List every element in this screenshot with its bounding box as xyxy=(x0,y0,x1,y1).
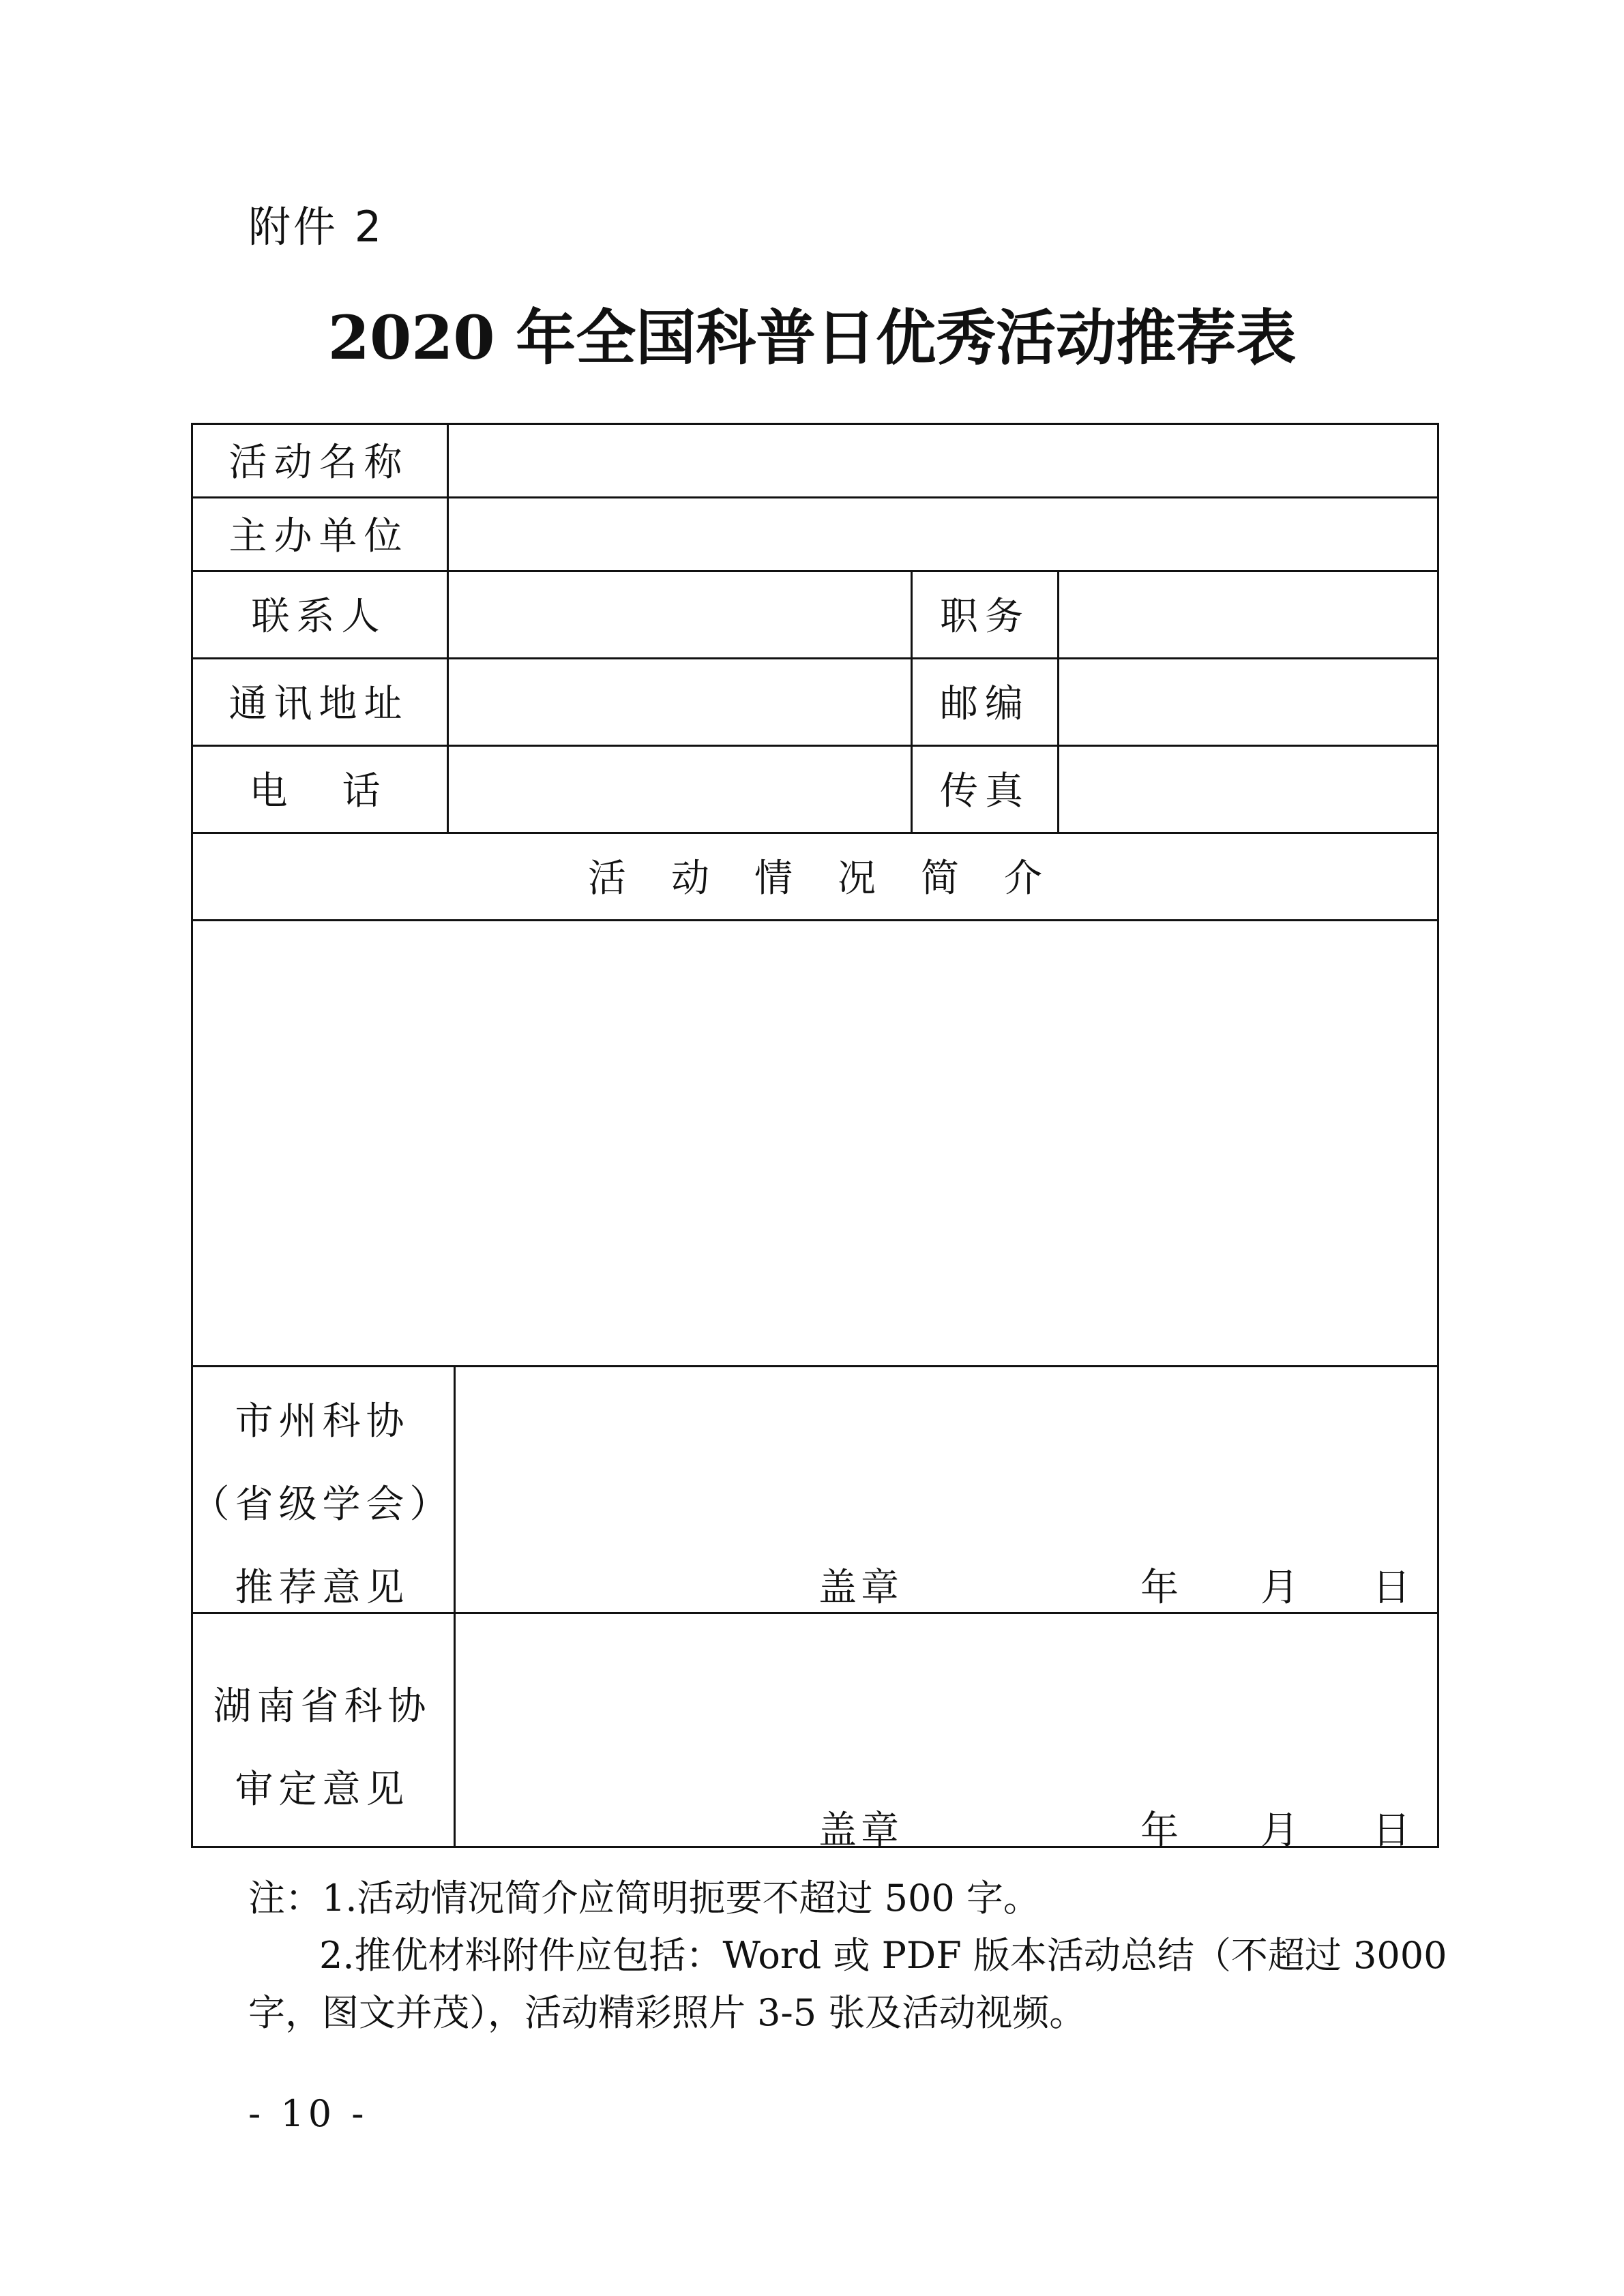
address-label: 通讯地址 xyxy=(228,682,409,726)
form-border-bottom xyxy=(191,1846,1439,1848)
province-year-label: 年 xyxy=(1140,1808,1179,1853)
province-month-label: 月 xyxy=(1260,1808,1299,1853)
summary-header: 活动情况简介 xyxy=(588,856,1087,901)
city-opinion-line2: （省级学会） xyxy=(191,1482,454,1527)
city-opinion-line3: 推荐意见 xyxy=(235,1566,410,1610)
organizer-label: 主办单位 xyxy=(228,514,409,558)
attachment-label: 附件 2 xyxy=(248,202,385,252)
summary-field[interactable] xyxy=(193,921,1437,1365)
note-line-3: 字，图文并茂），活动精彩照片 3-5 张及活动视频。 xyxy=(248,1991,1087,2034)
contact-field[interactable] xyxy=(449,570,911,657)
fax-field[interactable] xyxy=(1059,745,1437,832)
province-opinion-line1: 湖南省科协 xyxy=(213,1684,432,1729)
page-number: - 10 - xyxy=(248,2092,368,2135)
province-seal-label: 盖章 xyxy=(818,1808,903,1853)
postcode-label: 邮编 xyxy=(940,682,1030,726)
city-year-label: 年 xyxy=(1140,1566,1179,1610)
postcode-field[interactable] xyxy=(1059,657,1437,745)
province-opinion-line2: 审定意见 xyxy=(235,1768,410,1812)
city-day-label: 日 xyxy=(1372,1566,1411,1610)
city-month-label: 月 xyxy=(1260,1566,1299,1610)
recommendation-form xyxy=(191,423,1439,1853)
notes xyxy=(248,1870,1447,2042)
note-line-2: 2.推优材料附件应包括：Word 或 PDF 版本活动总结（不超过 3000 xyxy=(319,1934,1447,1977)
fax-label: 传真 xyxy=(940,769,1030,814)
city-seal-label: 盖章 xyxy=(818,1566,903,1610)
form-border-right xyxy=(1437,423,1439,1848)
phone-field[interactable] xyxy=(449,745,911,832)
address-field[interactable] xyxy=(449,657,911,745)
position-label: 职务 xyxy=(940,595,1030,639)
document-title: 2020 年全国科普日优秀活动推荐表 xyxy=(327,302,1297,373)
city-opinion-line1: 市州科协 xyxy=(235,1399,410,1444)
activity-name-field[interactable] xyxy=(449,423,1437,496)
position-field[interactable] xyxy=(1059,570,1437,657)
activity-name-label: 活动名称 xyxy=(228,441,409,485)
phone-label: 电 话 xyxy=(249,769,389,814)
contact-label: 联系人 xyxy=(251,595,387,639)
note-line-1: 注：1.活动情况简介应简明扼要不超过 500 字。 xyxy=(248,1877,1040,1920)
province-day-label: 日 xyxy=(1372,1808,1411,1853)
organizer-field[interactable] xyxy=(449,496,1437,570)
